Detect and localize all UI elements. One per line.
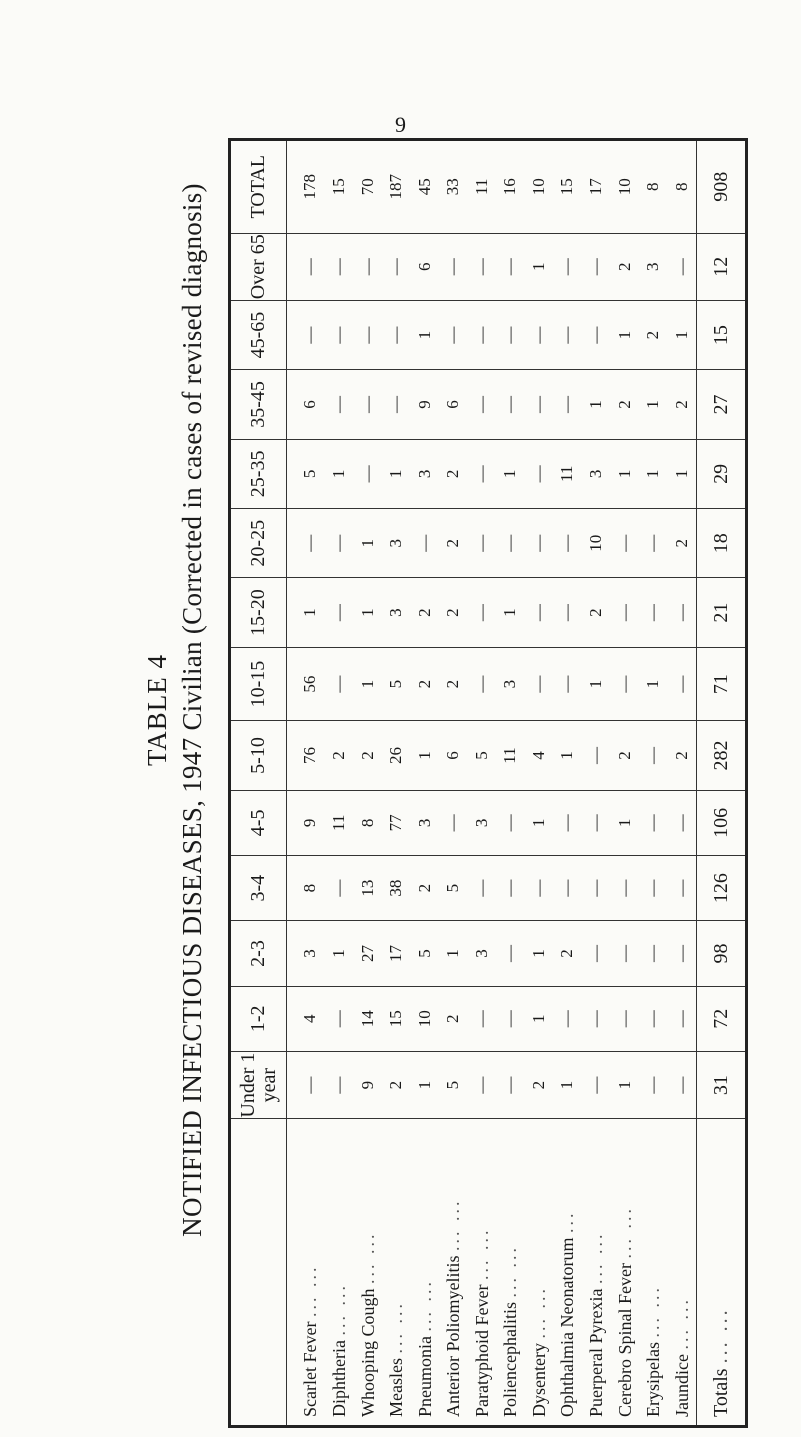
- count-cell: —: [553, 647, 582, 720]
- count-cell: —: [582, 300, 611, 369]
- count-cell: —: [610, 509, 639, 578]
- count-cell: 1: [610, 439, 639, 508]
- count-cell: —: [525, 439, 554, 508]
- count-cell: 6: [439, 721, 468, 790]
- count-cell: —: [525, 647, 554, 720]
- title-line-1: TABLE 4: [142, 653, 172, 767]
- count-cell: 14: [354, 986, 383, 1051]
- count-cell: —: [639, 509, 668, 578]
- col-header-45-65: 45-65: [231, 300, 287, 369]
- total-cell: 71: [697, 647, 746, 720]
- count-cell: 5: [411, 921, 440, 986]
- count-cell: —: [667, 856, 696, 921]
- row-total-cell: 45: [411, 141, 440, 233]
- count-cell: 3: [287, 921, 326, 986]
- count-cell: 1: [639, 647, 668, 720]
- col-header-35-45: 35-45: [231, 370, 287, 439]
- count-cell: —: [496, 1051, 525, 1118]
- count-cell: —: [496, 300, 525, 369]
- count-cell: 3: [468, 921, 497, 986]
- header-row: [231, 141, 287, 1425]
- grand-total-cell: 908: [697, 141, 746, 233]
- count-cell: —: [639, 921, 668, 986]
- count-cell: 1: [610, 790, 639, 855]
- col-header-4-5: 4-5: [231, 790, 287, 855]
- page-number: 9: [395, 112, 406, 137]
- total-cell: 21: [697, 578, 746, 647]
- count-cell: 6: [439, 370, 468, 439]
- count-cell: —: [468, 300, 497, 369]
- row-total-cell: 15: [553, 141, 582, 233]
- row-total-cell: 178: [287, 141, 326, 233]
- count-cell: —: [525, 509, 554, 578]
- count-cell: —: [468, 370, 497, 439]
- count-cell: 1: [525, 233, 554, 300]
- count-cell: —: [496, 921, 525, 986]
- total-cell: 12: [697, 233, 746, 300]
- count-cell: —: [639, 578, 668, 647]
- count-cell: —: [468, 856, 497, 921]
- table-title: [140, 60, 230, 1360]
- count-cell: 1: [525, 986, 554, 1051]
- count-cell: 1: [582, 647, 611, 720]
- col-header-10-15: 10-15: [231, 647, 287, 720]
- count-cell: —: [496, 986, 525, 1051]
- count-cell: 1: [496, 439, 525, 508]
- count-cell: —: [667, 921, 696, 986]
- count-cell: —: [496, 790, 525, 855]
- count-cell: 4: [287, 986, 326, 1051]
- disease-name: Poliencephalitis ... ...: [500, 1245, 521, 1417]
- col-header-over-65: Over 65: [231, 233, 287, 300]
- row-total-cell: 8: [639, 141, 668, 233]
- count-cell: 2: [667, 370, 696, 439]
- col-header-25-35: 25-35: [231, 439, 287, 508]
- col-header-20-25: 20-25: [231, 509, 287, 578]
- count-cell: —: [439, 790, 468, 855]
- count-cell: —: [468, 509, 497, 578]
- count-cell: 6: [287, 370, 326, 439]
- count-cell: 4: [525, 721, 554, 790]
- count-cell: 11: [553, 439, 582, 508]
- count-cell: 1: [667, 300, 696, 369]
- count-cell: —: [325, 1051, 354, 1118]
- count-cell: 2: [411, 856, 440, 921]
- count-cell: —: [354, 439, 383, 508]
- count-cell: —: [468, 1051, 497, 1118]
- count-cell: —: [610, 647, 639, 720]
- col-header-3-4: 3-4: [231, 856, 287, 921]
- col-header-under-1: Under 1 year: [231, 1051, 287, 1118]
- count-cell: 1: [325, 439, 354, 508]
- count-cell: 5: [439, 1051, 468, 1118]
- count-cell: 13: [354, 856, 383, 921]
- count-cell: —: [553, 509, 582, 578]
- count-cell: —: [667, 1051, 696, 1118]
- count-cell: —: [496, 370, 525, 439]
- count-cell: —: [525, 300, 554, 369]
- table-row: [525, 141, 554, 1425]
- row-total-cell: 8: [667, 141, 696, 233]
- count-cell: 77: [382, 790, 411, 855]
- count-cell: 1: [525, 790, 554, 855]
- disease-name: Puerperal Pyrexia ... ...: [586, 1231, 606, 1417]
- count-cell: —: [525, 856, 554, 921]
- count-cell: —: [325, 856, 354, 921]
- count-cell: —: [325, 233, 354, 300]
- count-cell: 1: [411, 1051, 440, 1118]
- count-cell: 5: [382, 647, 411, 720]
- count-cell: —: [325, 986, 354, 1051]
- count-cell: 2: [411, 647, 440, 720]
- disease-name: Diphtheria ... ...: [329, 1283, 350, 1417]
- count-cell: —: [325, 578, 354, 647]
- total-cell: 126: [697, 856, 746, 921]
- notifications-table: [228, 138, 748, 1428]
- count-cell: —: [382, 300, 411, 369]
- count-cell: —: [354, 370, 383, 439]
- count-cell: —: [287, 1051, 326, 1118]
- count-cell: 1: [287, 578, 326, 647]
- count-cell: 2: [639, 300, 668, 369]
- disease-name: Dysentery ... ...: [528, 1286, 549, 1417]
- count-cell: —: [287, 233, 326, 300]
- disease-name: Cerebro Spinal Fever ... ...: [614, 1206, 635, 1417]
- count-cell: —: [639, 856, 668, 921]
- count-cell: —: [553, 370, 582, 439]
- count-cell: 38: [382, 856, 411, 921]
- count-cell: —: [468, 233, 497, 300]
- count-cell: 2: [667, 509, 696, 578]
- table-row: [411, 141, 440, 1425]
- count-cell: 6: [411, 233, 440, 300]
- count-cell: —: [468, 986, 497, 1051]
- total-cell: 27: [697, 370, 746, 439]
- disease-name: Scarlet Fever ... ...: [300, 1264, 321, 1417]
- count-cell: 2: [354, 721, 383, 790]
- table-row: [325, 141, 354, 1425]
- totals-label: Totals ... ...: [697, 1119, 746, 1425]
- count-cell: 3: [411, 790, 440, 855]
- col-header-1-2: 1-2: [231, 986, 287, 1051]
- count-cell: 56: [287, 647, 326, 720]
- count-cell: 1: [667, 439, 696, 508]
- count-cell: 9: [287, 790, 326, 855]
- count-cell: —: [582, 233, 611, 300]
- count-cell: 2: [439, 439, 468, 508]
- count-cell: 15: [382, 986, 411, 1051]
- count-cell: —: [667, 233, 696, 300]
- count-cell: 1: [354, 509, 383, 578]
- count-cell: —: [287, 509, 326, 578]
- disease-name: Paratyphoid Fever ... ...: [471, 1227, 492, 1417]
- count-cell: 1: [553, 1051, 582, 1118]
- count-cell: 2: [439, 647, 468, 720]
- count-cell: —: [610, 578, 639, 647]
- table-row: [354, 141, 383, 1425]
- col-header-total: TOTAL: [231, 141, 287, 233]
- count-cell: 1: [496, 578, 525, 647]
- count-cell: 1: [639, 439, 668, 508]
- count-cell: —: [553, 790, 582, 855]
- count-cell: 8: [354, 790, 383, 855]
- count-cell: —: [382, 370, 411, 439]
- table-row: [610, 141, 639, 1425]
- count-cell: —: [525, 578, 554, 647]
- count-cell: —: [582, 921, 611, 986]
- count-cell: 3: [582, 439, 611, 508]
- count-cell: —: [610, 986, 639, 1051]
- count-cell: 26: [382, 721, 411, 790]
- count-cell: 2: [667, 721, 696, 790]
- count-cell: —: [468, 439, 497, 508]
- count-cell: 1: [525, 921, 554, 986]
- col-header-2-3: 2-3: [231, 921, 287, 986]
- count-cell: 2: [525, 1051, 554, 1118]
- count-cell: 3: [496, 647, 525, 720]
- row-total-cell: 11: [468, 141, 497, 233]
- col-header-disease: [231, 1119, 287, 1425]
- count-cell: 1: [610, 1051, 639, 1118]
- count-cell: 2: [610, 721, 639, 790]
- total-cell: 31: [697, 1051, 746, 1118]
- row-total-cell: 10: [610, 141, 639, 233]
- row-total-cell: 187: [382, 141, 411, 233]
- count-cell: —: [639, 721, 668, 790]
- row-total-cell: 70: [354, 141, 383, 233]
- table-row: [468, 141, 497, 1425]
- row-total-cell: 16: [496, 141, 525, 233]
- count-cell: 1: [382, 439, 411, 508]
- count-cell: —: [553, 300, 582, 369]
- count-cell: 2: [411, 578, 440, 647]
- table-row: [582, 141, 611, 1425]
- disease-name: Anterior Poliomyelitis ... ...: [443, 1198, 464, 1417]
- count-cell: —: [639, 986, 668, 1051]
- total-cell: 72: [697, 986, 746, 1051]
- count-cell: —: [439, 300, 468, 369]
- count-cell: —: [667, 790, 696, 855]
- total-cell: 15: [697, 300, 746, 369]
- count-cell: 3: [382, 578, 411, 647]
- count-cell: 1: [411, 300, 440, 369]
- total-cell: 98: [697, 921, 746, 986]
- count-cell: 1: [354, 647, 383, 720]
- count-cell: 1: [325, 921, 354, 986]
- count-cell: —: [525, 370, 554, 439]
- total-cell: 29: [697, 439, 746, 508]
- count-cell: —: [667, 578, 696, 647]
- table-row: [553, 141, 582, 1425]
- count-cell: —: [439, 233, 468, 300]
- count-cell: —: [553, 856, 582, 921]
- total-cell: 106: [697, 790, 746, 855]
- count-cell: 11: [496, 721, 525, 790]
- count-cell: 2: [582, 578, 611, 647]
- count-cell: —: [411, 509, 440, 578]
- disease-name: Ophthalmia Neonatorum ...: [557, 1210, 578, 1417]
- table-row: [287, 141, 326, 1425]
- count-cell: 17: [382, 921, 411, 986]
- count-cell: 8: [287, 856, 326, 921]
- count-cell: 1: [439, 921, 468, 986]
- count-cell: —: [354, 233, 383, 300]
- count-cell: 5: [468, 721, 497, 790]
- count-cell: —: [582, 721, 611, 790]
- count-cell: —: [582, 1051, 611, 1118]
- count-cell: —: [610, 856, 639, 921]
- row-total-cell: 33: [439, 141, 468, 233]
- count-cell: 3: [411, 439, 440, 508]
- count-cell: —: [553, 233, 582, 300]
- count-cell: —: [582, 986, 611, 1051]
- count-cell: 5: [287, 439, 326, 508]
- count-cell: —: [325, 509, 354, 578]
- totals-row: [697, 141, 746, 1425]
- count-cell: 3: [468, 790, 497, 855]
- count-cell: —: [582, 856, 611, 921]
- count-cell: —: [639, 1051, 668, 1118]
- count-cell: 2: [610, 370, 639, 439]
- count-cell: 2: [439, 578, 468, 647]
- count-cell: 2: [553, 921, 582, 986]
- count-cell: 2: [325, 721, 354, 790]
- table-row: [667, 141, 696, 1425]
- count-cell: 76: [287, 721, 326, 790]
- count-cell: 3: [639, 233, 668, 300]
- disease-name: Measles ... ...: [386, 1301, 407, 1417]
- row-total-cell: 10: [525, 141, 554, 233]
- count-cell: —: [354, 300, 383, 369]
- count-cell: 1: [553, 721, 582, 790]
- disease-name: Pneumonia ... ...: [414, 1279, 435, 1417]
- count-cell: —: [639, 790, 668, 855]
- count-cell: 1: [639, 370, 668, 439]
- disease-name: Erysipelas ... ...: [643, 1285, 664, 1417]
- count-cell: —: [468, 578, 497, 647]
- disease-name: Whooping Cough ... ...: [357, 1231, 378, 1417]
- count-cell: 1: [411, 721, 440, 790]
- count-cell: 3: [382, 509, 411, 578]
- count-cell: —: [496, 856, 525, 921]
- row-total-cell: 17: [582, 141, 611, 233]
- count-cell: 11: [325, 790, 354, 855]
- count-cell: 2: [439, 509, 468, 578]
- count-cell: 27: [354, 921, 383, 986]
- count-cell: 2: [610, 233, 639, 300]
- count-cell: —: [553, 986, 582, 1051]
- col-header-15-20: 15-20: [231, 578, 287, 647]
- count-cell: 1: [354, 578, 383, 647]
- count-cell: 2: [382, 1051, 411, 1118]
- count-cell: 5: [439, 856, 468, 921]
- title-line-2: NOTIFIED INFECTIOUS DISEASES, 1947 Civilian (Corrected in cases of revised diagnosis): [177, 183, 207, 1237]
- table-row: [382, 141, 411, 1425]
- total-cell: 282: [697, 721, 746, 790]
- count-cell: 10: [582, 509, 611, 578]
- count-cell: —: [582, 790, 611, 855]
- count-cell: 9: [411, 370, 440, 439]
- count-cell: 9: [354, 1051, 383, 1118]
- table-row: [439, 141, 468, 1425]
- count-cell: —: [325, 300, 354, 369]
- count-cell: —: [553, 578, 582, 647]
- count-cell: —: [382, 233, 411, 300]
- disease-name: Jaundice ... ...: [671, 1297, 692, 1417]
- table-row: [496, 141, 525, 1425]
- count-cell: —: [325, 370, 354, 439]
- count-cell: —: [667, 647, 696, 720]
- count-cell: 1: [610, 300, 639, 369]
- total-cell: 18: [697, 509, 746, 578]
- count-cell: 1: [582, 370, 611, 439]
- row-total-cell: 15: [325, 141, 354, 233]
- count-cell: —: [610, 921, 639, 986]
- count-cell: —: [496, 509, 525, 578]
- count-cell: —: [287, 300, 326, 369]
- count-cell: 10: [411, 986, 440, 1051]
- col-header-5-10: 5-10: [231, 721, 287, 790]
- count-cell: —: [496, 233, 525, 300]
- count-cell: —: [667, 986, 696, 1051]
- count-cell: —: [468, 647, 497, 720]
- count-cell: —: [325, 647, 354, 720]
- table-row: [639, 141, 668, 1425]
- count-cell: 2: [439, 986, 468, 1051]
